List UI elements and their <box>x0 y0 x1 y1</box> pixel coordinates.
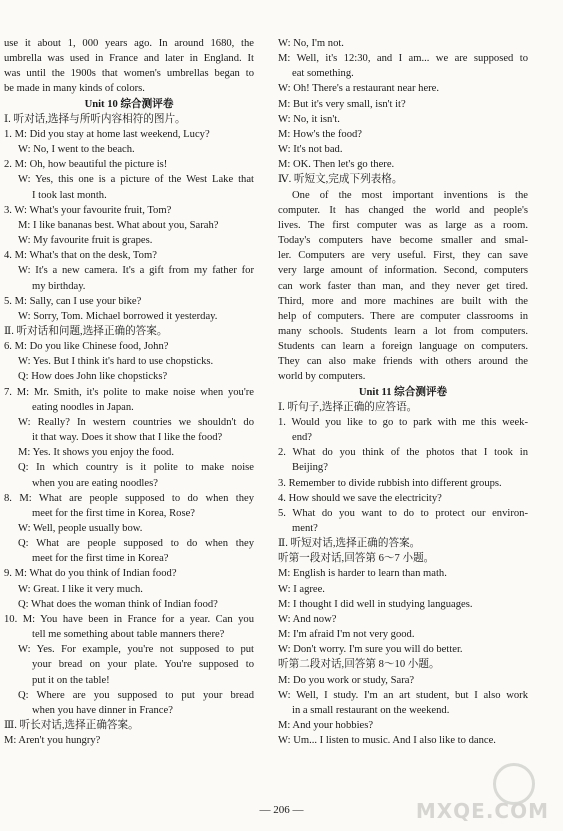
text-line: when you are eating noodles? <box>32 477 158 489</box>
text-line: 9. M: What do you think of Indian food? <box>4 568 177 580</box>
text-line: my birthday. <box>32 280 86 292</box>
text-line: Q: How does John like chopsticks? <box>18 371 168 383</box>
text-line: Ⅰ. 听对话,选择与所听内容相符的图片。 <box>4 113 186 125</box>
text-line: M: Aren't you hungry? <box>4 735 101 747</box>
text-line: Ⅱ. 听对话和问题,选择正确的答案。 <box>4 325 168 337</box>
text-line: W: Really? In western countries we shouldn't do <box>18 416 254 428</box>
text-line: world by computers. <box>278 371 366 383</box>
text-line: 10. M: You have been in France for a year. Can you <box>4 613 254 625</box>
text-line: M: Yes. It shows you enjoy the food. <box>18 447 174 459</box>
text-line: meet for the first time in Korea? <box>32 553 169 565</box>
text-line: tell me something about table manners there? <box>32 629 225 641</box>
text-line: use it about 1, 000 years ago. In around 1680, the <box>4 38 254 49</box>
text-line: lives. The first computer was as large as a room. <box>278 219 528 231</box>
text-line: M: OK. Then let's go there. <box>278 159 395 171</box>
text-line: W: I agree. <box>278 583 325 595</box>
text-line: 7. M: Mr. Smith, it's polite to make noise when you're <box>4 386 254 398</box>
text-line: W: No, I went to the beach. <box>18 144 135 156</box>
text-line: W: Don't worry. I'm sure you will do better. <box>278 644 463 656</box>
text-line: One of the most important inventions is the <box>292 189 528 201</box>
text-line: 3. Remember to divide rubbish into different groups. <box>278 477 502 489</box>
text-line: 4. How should we save the electricity? <box>278 492 442 504</box>
text-line: M: And your hobbies? <box>278 720 374 732</box>
text-line: 5. What do you want to do to protect our environ- <box>278 507 528 519</box>
text-line: W: It's a new camera. It's a gift from my father for <box>18 265 254 277</box>
text-line: Today's computers have become smaller and smal- <box>278 235 528 247</box>
text-line: 1. M: Did you stay at home last weekend, Lucy? <box>4 128 210 140</box>
text-line: ler. Computers are very useful. First, they can save <box>278 250 528 262</box>
text-line: W: Yes, this one is a picture of the West Lake that <box>18 174 254 186</box>
watermark-logo: MXQE.COM <box>403 783 553 825</box>
text-line: 听第一段对话,回答第 6～7 小题。 <box>278 553 435 565</box>
text-line: W: Yes. For example, you're not supposed to put <box>18 644 254 656</box>
text-line: W: It's not bad. <box>278 144 343 156</box>
text-line: 1. Would you like to go to park with me this week- <box>278 416 528 428</box>
text-line: computer. It has changed the world and people's <box>278 204 528 216</box>
left-column <box>4 36 254 748</box>
unit-heading: Unit 11 综合测评卷 <box>358 386 448 398</box>
text-line: very large amount of information. Second, computers <box>278 265 528 277</box>
text-line: Ⅰ. 听句子,选择正确的应答语。 <box>278 401 418 413</box>
text-line: 5. M: Sally, can I use your bike? <box>4 295 142 307</box>
text-line: M: English is harder to learn than math. <box>278 568 447 580</box>
text-line: in a small restaurant on the weekend. <box>292 704 450 716</box>
text-line: W: Great. I like it very much. <box>18 583 143 595</box>
text-line: W: And now? <box>278 613 337 625</box>
text-line: W: No, it isn't. <box>278 113 340 125</box>
text-line: Ⅱ. 听短对话,选择正确的答案。 <box>278 538 421 550</box>
text-line: M: Do you work or study, Sara? <box>278 674 415 686</box>
text-line: Beijing? <box>292 462 328 474</box>
text-line: your bread on your plate. You're supposed to <box>32 659 254 671</box>
text-line: W: Well, I study. I'm an art student, but I also work <box>278 689 528 701</box>
text-line: umbrella was used in France and later in England. It <box>4 53 254 65</box>
text-line: was until the 1900s that women's umbrellas began to <box>4 68 254 80</box>
text-line: W: No, I'm not. <box>278 38 344 49</box>
unit-heading: Unit 10 综合测评卷 <box>84 98 174 110</box>
text-line: Ⅲ. 听长对话,选择正确答案。 <box>4 720 139 732</box>
text-line: eating noodles in Japan. <box>32 401 134 413</box>
text-line: M: But it's very small, isn't it? <box>278 98 406 110</box>
text-line: W: Um... I listen to music. And I also like to dance. <box>278 735 496 747</box>
text-line: 8. M: What are people supposed to do when they <box>4 492 254 504</box>
text-line: Q: Where are you supposed to put your bread <box>18 689 254 701</box>
text-line: Q: What does the woman think of Indian food? <box>18 598 218 610</box>
text-line: 2. M: Oh, how beautiful the picture is! <box>4 159 168 171</box>
text-line: 4. M: What's that on the desk, Tom? <box>4 250 157 262</box>
text-line: can work faster than man, and they never get tired. <box>278 280 528 292</box>
text-line: 3. W: What's your favourite fruit, Tom? <box>4 204 172 216</box>
text-line: M: How's the food? <box>278 128 362 140</box>
text-line: W: Oh! There's a restaurant near here. <box>278 83 440 95</box>
text-line: ment? <box>292 523 318 534</box>
page-number: — 206 — <box>259 804 304 816</box>
text-line: W: My favourite fruit is grapes. <box>18 235 153 247</box>
text-line: be made in many kinds of colors. <box>4 83 145 95</box>
text-line: W: Yes. But I think it's hard to use chopsticks. <box>18 356 214 368</box>
text-line: put it on the table! <box>32 674 110 686</box>
right-column <box>278 36 528 748</box>
text-line: M: Well, it's 12:30, and I am... we are supposed to <box>278 53 528 65</box>
text-line: M: I'm afraid I'm not very good. <box>278 629 415 641</box>
text-line: many schools. Students learn a lot from computers. <box>278 325 528 337</box>
text-line: end? <box>292 432 312 444</box>
text-line: I took last month. <box>32 189 107 201</box>
text-line: eat something. <box>292 68 354 80</box>
text-line: 2. What do you think of the photos that I took in <box>278 447 528 459</box>
text-line: Q: In which country is it polite to make noise <box>18 462 254 474</box>
text-line: when you have dinner in France? <box>32 704 173 716</box>
text-line: Q: What are people supposed to do when they <box>18 538 254 550</box>
text-line: it that way. Does it show that I like the food? <box>32 432 223 444</box>
text-line: 听第二段对话,回答第 8～10 小题。 <box>278 659 440 671</box>
text-line: help of computers. There are computer classrooms in <box>278 310 528 322</box>
text-line: meet for the first time in Korea, Rose? <box>32 507 195 519</box>
text-line: They can also make friends with others around the <box>278 356 528 368</box>
text-line: Students can learn a foreign language on computers. <box>278 341 528 353</box>
text-line: M: I thought I did well in studying languages. <box>278 598 473 610</box>
text-line: Ⅳ. 听短文,完成下列表格。 <box>278 174 403 186</box>
text-line: M: I like bananas best. What about you, Sarah? <box>18 219 219 231</box>
text-line: 6. M: Do you like Chinese food, John? <box>4 341 169 353</box>
text-line: W: Well, people usually bow. <box>18 523 143 534</box>
text-line: W: Sorry, Tom. Michael borrowed it yesterday. <box>18 310 218 322</box>
text-line: Third, more and more machines are built with the <box>278 295 528 307</box>
